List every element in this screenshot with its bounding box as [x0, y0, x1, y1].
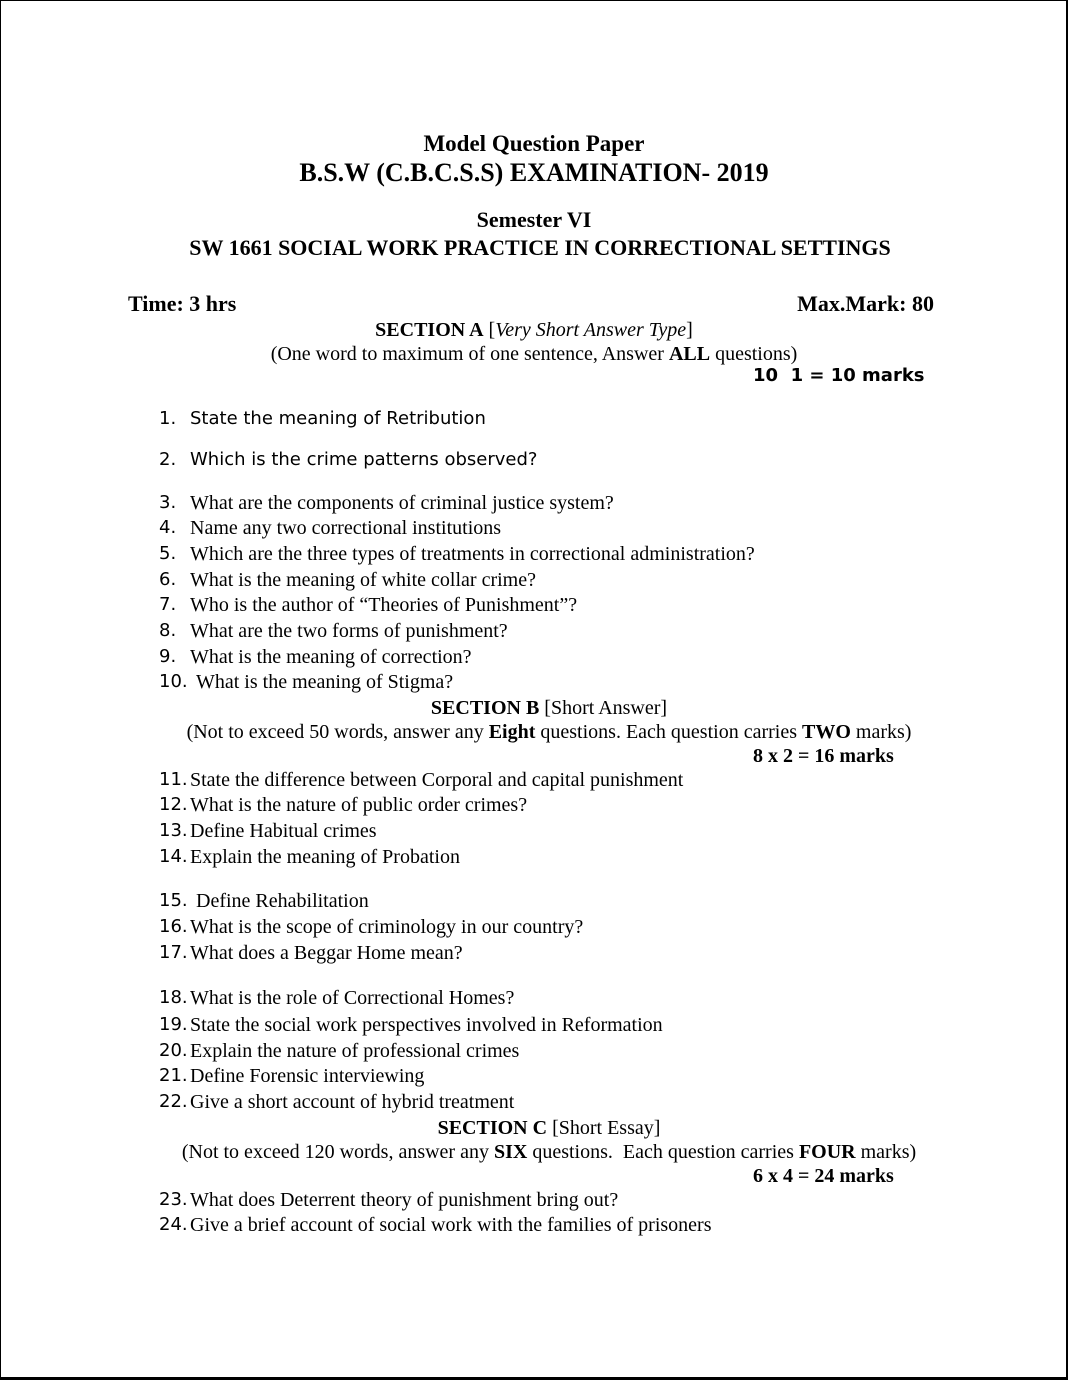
exam-title: B.S.W (C.B.C.S.S) EXAMINATION- 2019 — [299, 158, 769, 187]
section-c-marks: 6 x 4 = 24 marks — [753, 1165, 894, 1187]
question-text: What does Deterrent theory of punishment bring out? — [190, 1189, 619, 1211]
section-a-title: SECTION A — [375, 319, 484, 341]
note-text: questions) — [710, 343, 798, 365]
section-a-heading — [1, 320, 1067, 340]
question-number: 2. — [159, 449, 177, 470]
section-c-title: SECTION C — [437, 1117, 548, 1139]
question-text: What is the scope of criminology in our country? — [190, 916, 584, 938]
question-text: Which are the three types of treatments in correctional administration? — [190, 543, 755, 565]
question-number: 15. — [159, 890, 188, 911]
note-bold: ALL — [668, 343, 711, 365]
bracket: ] — [686, 319, 693, 341]
question-number: 7. — [159, 594, 177, 615]
question-text: Explain the meaning of Probation — [190, 846, 460, 868]
question-number: 24. — [159, 1214, 188, 1235]
question-text: What is the role of Correctional Homes? — [190, 987, 515, 1009]
question-text: State the meaning of Retribution — [190, 408, 486, 429]
question-number: 6. — [159, 569, 177, 590]
note-bold: TWO — [801, 721, 851, 743]
question-number: 9. — [159, 646, 177, 667]
bracket: [ — [483, 319, 496, 341]
question-number: 3. — [159, 492, 177, 513]
question-text: What does a Beggar Home mean? — [190, 942, 463, 964]
question-text: State the difference between Corporal and capital punishment — [190, 769, 684, 791]
question-text: What is the meaning of white collar crime? — [190, 569, 536, 591]
section-c-heading — [16, 1118, 1068, 1138]
section-c-type: [Short Essay] — [547, 1117, 661, 1139]
section-b-marks: 8 x 2 = 16 marks — [753, 745, 894, 767]
question-number: 18. — [159, 987, 188, 1008]
section-b-heading — [16, 698, 1068, 718]
question-number: 22. — [159, 1091, 188, 1112]
section-b-type: [Short Answer] — [539, 697, 668, 719]
question-text: What is the meaning of Stigma? — [196, 671, 454, 693]
question-text: Give a brief account of social work with the families of prisoners — [190, 1214, 712, 1236]
question-text: Define Forensic interviewing — [190, 1065, 425, 1087]
time-label: Time: 3 hrs — [128, 291, 237, 316]
max-mark-label: Max.Mark: 80 — [797, 291, 934, 316]
question-number: 19. — [159, 1014, 188, 1035]
question-number: 12. — [159, 794, 188, 815]
note-text: marks) — [855, 1141, 917, 1163]
question-number: 13. — [159, 820, 188, 841]
note-text: marks) — [850, 721, 912, 743]
question-number: 11. — [159, 769, 188, 790]
note-bold: SIX — [493, 1141, 528, 1163]
question-text: Who is the author of “Theories of Punishment”? — [190, 594, 578, 616]
question-number: 4. — [159, 517, 177, 538]
question-text: Name any two correctional institutions — [190, 517, 502, 539]
question-text: Define Rehabilitation — [196, 890, 369, 912]
question-text: What is the nature of public order crimes? — [190, 794, 528, 816]
question-text: Give a short account of hybrid treatment — [190, 1091, 515, 1113]
question-number: 17. — [159, 942, 188, 963]
question-text: Define Habitual crimes — [190, 820, 377, 842]
semester: Semester VI — [476, 207, 592, 232]
question-number: 14. — [159, 846, 188, 867]
question-number: 16. — [159, 916, 188, 937]
question-text: What are the components of criminal justice system? — [190, 492, 614, 514]
section-b-note — [16, 722, 1068, 742]
section-a-marks: 10 1 = 10 marks — [753, 365, 925, 386]
note-text: questions. Each question carries — [527, 1141, 799, 1163]
note-text: (Not to exceed 120 words, answer any — [181, 1141, 494, 1163]
note-bold: FOUR — [798, 1141, 856, 1163]
question-number: 23. — [159, 1189, 188, 1210]
question-number: 10. — [159, 671, 188, 692]
question-text: State the social work perspectives involved in Reformation — [190, 1014, 663, 1036]
note-text: (One word to maximum of one sentence, Answer — [270, 343, 669, 365]
note-text: (Not to exceed 50 words, answer any — [186, 721, 489, 743]
question-text: Which is the crime patterns observed? — [190, 449, 538, 470]
section-c-note — [16, 1142, 1068, 1162]
section-a-type: Very Short Answer Type — [495, 319, 687, 341]
question-number: 1. — [159, 408, 177, 429]
question-number: 8. — [159, 620, 177, 641]
course-title: SW 1661 SOCIAL WORK PRACTICE IN CORRECTIONAL SETTINGS — [189, 235, 891, 260]
question-number: 21. — [159, 1065, 188, 1086]
question-number: 5. — [159, 543, 177, 564]
paper-title: Model Question Paper — [423, 131, 645, 156]
question-number: 20. — [159, 1040, 188, 1061]
section-b-title: SECTION B — [430, 697, 540, 719]
question-text: What are the two forms of punishment? — [190, 620, 508, 642]
question-text: What is the meaning of correction? — [190, 646, 472, 668]
section-a-note — [1, 344, 1067, 364]
note-text: questions. Each question carries — [535, 721, 802, 743]
question-text: Explain the nature of professional crimes — [190, 1040, 520, 1062]
note-bold: Eight — [488, 721, 536, 743]
